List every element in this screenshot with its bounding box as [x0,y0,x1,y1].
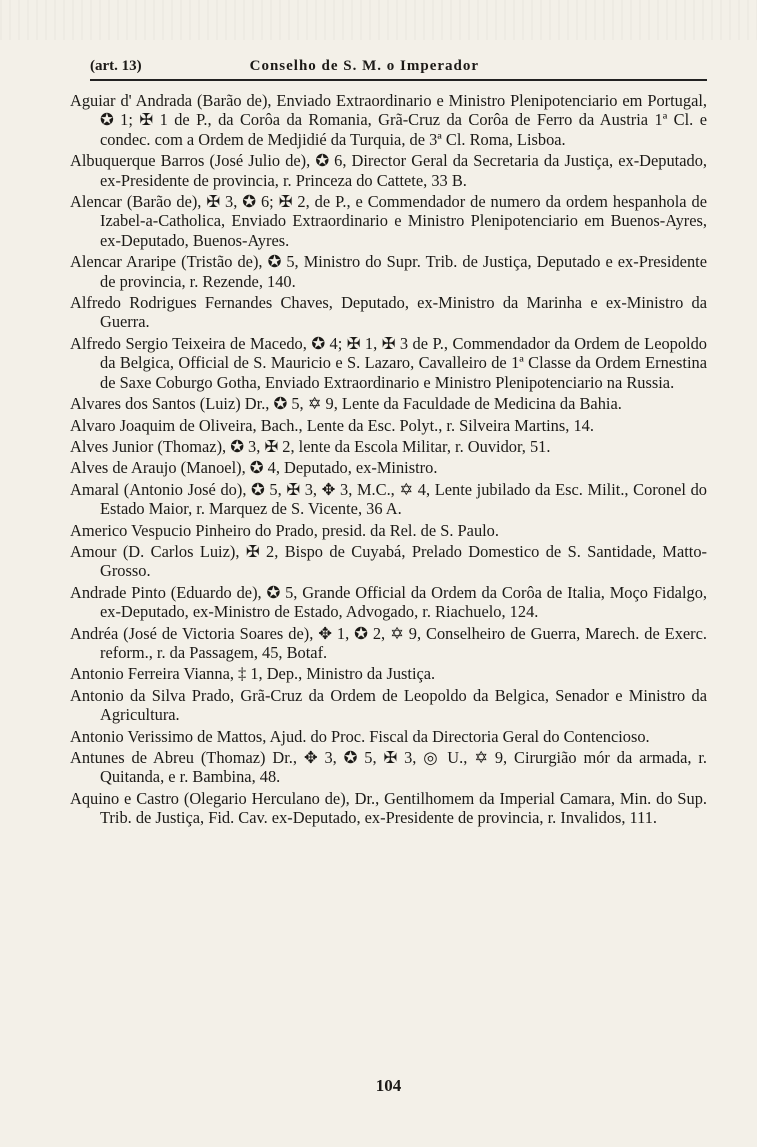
list-item: Antonio Verissimo de Mattos, Ajud. do Proc. Fiscal da Directoria Geral do Contencioso. [70,726,650,746]
list-item: Americo Vespucio Pinheiro do Prado, presid. da Rel. de S. Paulo. [70,520,499,540]
list-item: Antonio da Silva Prado, Grã-Cruz da Ordem de Leopoldo da Belgica, Senador e Ministro da Agricultura. [70,685,707,725]
section-title: Conselho de S. M. o Imperador [249,58,480,74]
list-item: Andréa (José de Victoria Soares de), ✥ 1, ✪ 2, ✡ 9, Conselheiro de Guerra, Marech. de Exerc. reform., r. da Passagem, 45, Botaf. [70,623,707,662]
list-item: Alfredo Rodrigues Fernandes Chaves, Deputado, ex-Ministro da Marinha e ex-Ministro da Guerra. [70,293,707,332]
list-item: Alves de Araujo (Manoel), ✪ 4, Deputado, ex-Ministro. [70,458,438,478]
list-item: Aquino e Castro (Olegario Herculano de), Dr., Gentilhomem da Imperial Camara, Min. do Sup. Trib. de Justiça, Fid. Cav. ex-Deputado, ex-Presidente de provincia, r. Invalidos, 111. [70,788,707,828]
list-item: Alencar (Barão de), ✠ 3, ✪ 6; ✠ 2, de P., e Commendador de numero da ordem hespanhola de Izabel-a-Catholica, Enviado Extraordinario e Ministro Plenipotenciario em Buenos-Ayres, ex-Deputado, Buenos-Ayres. [70,192,707,250]
list-item: Andrade Pinto (Eduardo de), ✪ 5, Grande Official da Ordem da Corôa de Italia, Moço Fidalgo, ex-Deputado, ex-Ministro de Estado, Advogado, r. Riachuelo, 124. [70,582,707,622]
list-item: Alves Junior (Thomaz), ✪ 3, ✠ 2, lente da Escola Militar, r. Ouvidor, 51. [70,436,551,456]
list-item: Albuquerque Barros (José Julio de), ✪ 6, Director Geral da Secretaria da Justiça, ex-Deputado, ex-Presidente de provincia, r. Princeza do Cattete, 33 B. [70,151,707,190]
page-number: 104 [375,1076,402,1095]
paper-noise [0,0,757,40]
article-reference: (art. 13) [90,58,142,74]
entry-list [70,91,707,828]
list-item: Amaral (Antonio José do), ✪ 5, ✠ 3, ✥ 3, M.C., ✡ 4, Lente jubilado da Esc. Milit., Coronel do Estado Maior, r. Marquez de S. Vicente, 36 A. [70,479,707,519]
list-item: Alfredo Sergio Teixeira de Macedo, ✪ 4; ✠ 1, ✠ 3 de P., Commendador da Ordem de Leopoldo da Belgica, Official de S. Mauricio e S. Lazaro, Cavalleiro de 1ª Classe da Ordem Ernestina de Saxe Coburgo Gotha, Enviado Extraordinario e Ministro Plenipotenciario na Russia. [70,333,707,392]
list-item: Antonio Ferreira Vianna, ‡ 1, Dep., Ministro da Justiça. [70,664,436,684]
list-item: Antunes de Abreu (Thomaz) Dr., ✥ 3, ✪ 5, ✠ 3, ◎ U., ✡ 9, Cirurgião mór da armada, r. Quitanda, e r. Bambina, 48. [70,748,707,787]
list-item: Alvares dos Santos (Luiz) Dr., ✪ 5, ✡ 9, Lente da Faculdade de Medicina da Bahia. [70,394,622,414]
header-rule [90,79,707,81]
list-item: Alvaro Joaquim de Oliveira, Bach., Lente da Esc. Polyt., r. Silveira Martins, 14. [70,415,594,435]
running-header [90,58,707,75]
list-item: Amour (D. Carlos Luiz), ✠ 2, Bispo de Cuyabá, Prelado Domestico de S. Santidade, Matto-Grosso. [70,541,707,581]
list-item: Alencar Araripe (Tristão de), ✪ 5, Ministro do Supr. Trib. de Justiça, Deputado e ex-Presidente de provincia, r. Rezende, 140. [70,252,707,291]
list-item: Aguiar d' Andrada (Barão de), Enviado Extraordinario e Ministro Plenipotenciario em Portugal, ✪ 1; ✠ 1 de P., da Corôa da Romania, Grã-Cruz da Corôa de Ferro da Austria 1ª Cl. e condec. com a Ordem de Medjidié da Turquia, de 3ª Cl. Roma, Lisboa. [70,91,707,149]
